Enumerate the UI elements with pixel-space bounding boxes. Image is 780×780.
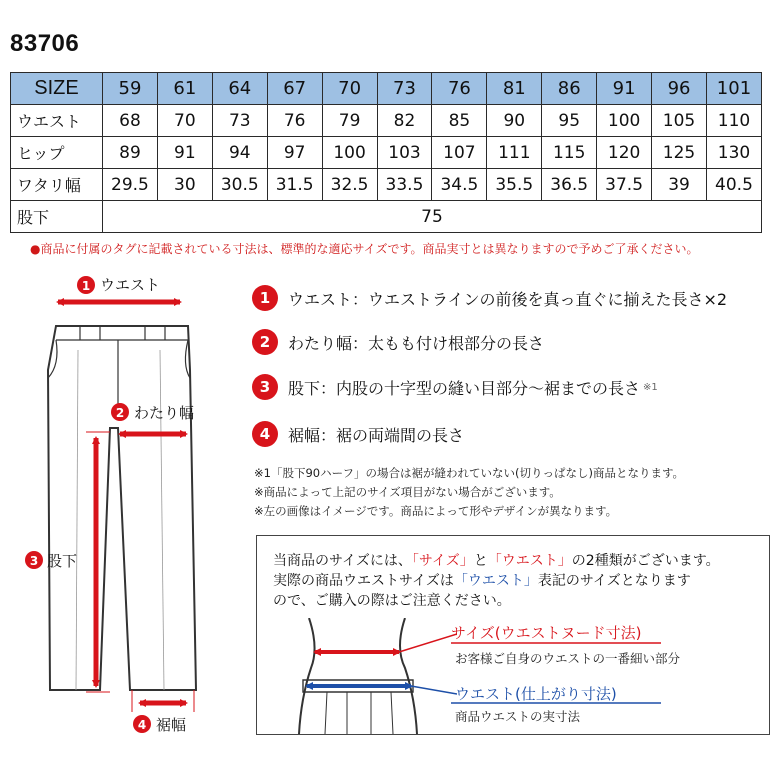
table-header-cell: 76 bbox=[432, 73, 487, 105]
number-badge: 3 bbox=[252, 374, 278, 400]
table-cell: 79 bbox=[322, 105, 377, 137]
definition-item bbox=[252, 420, 464, 448]
table-cell: 91 bbox=[157, 137, 212, 169]
table-cell: 125 bbox=[652, 137, 707, 169]
model-number: 83706 bbox=[10, 30, 80, 57]
table-cell: 95 bbox=[542, 105, 597, 137]
table-cell: 82 bbox=[377, 105, 432, 137]
definition-text: ウエスト：ウエストラインの前後を真っ直ぐに揃えた長さ×2 bbox=[288, 289, 728, 309]
table-cell: 29.5 bbox=[103, 169, 158, 201]
table-cell: 100 bbox=[597, 105, 652, 137]
nude-waist-underline bbox=[451, 642, 661, 645]
waist-badge-num: 1 bbox=[81, 279, 91, 293]
footnote: ※左の画像はイメージです。商品によって形やデザインが異なります。 bbox=[254, 504, 618, 518]
table-header-cell: 91 bbox=[597, 73, 652, 105]
row-label: ウエスト bbox=[11, 105, 103, 137]
table-header-label: SIZE bbox=[11, 73, 103, 105]
number-badge: 1 bbox=[252, 285, 278, 311]
footnote: ※商品によって上記のサイズ項目がない場合がございます。 bbox=[254, 485, 561, 499]
table-cell: 111 bbox=[487, 137, 542, 169]
pants-outline bbox=[48, 326, 196, 690]
finished-waist-label: ウエスト(仕上がり寸法) bbox=[455, 685, 617, 703]
finished-waist-description: 商品ウエストの実寸法 bbox=[455, 709, 581, 724]
table-cell: 70 bbox=[157, 105, 212, 137]
table-header-cell: 101 bbox=[706, 73, 761, 105]
table-cell: 110 bbox=[706, 105, 761, 137]
table-header-cell: 96 bbox=[652, 73, 707, 105]
table-header-row bbox=[11, 73, 762, 105]
size-disclaimer: ●商品に付属のタグに記載されている寸法は、標準的な適応サイズです。商品実寸とは異なりますので予めご了承ください。 bbox=[30, 242, 699, 256]
table-cell: 97 bbox=[267, 137, 322, 169]
table-cell: 33.5 bbox=[377, 169, 432, 201]
table-cell: 120 bbox=[597, 137, 652, 169]
table-header-cell: 70 bbox=[322, 73, 377, 105]
finished-waist-underline bbox=[451, 702, 661, 705]
table-cell: 103 bbox=[377, 137, 432, 169]
table-cell: 39 bbox=[652, 169, 707, 201]
number-badge: 2 bbox=[252, 329, 278, 355]
table-row bbox=[11, 201, 762, 233]
table-cell: 34.5 bbox=[432, 169, 487, 201]
pants-diagram bbox=[0, 260, 250, 780]
table-cell: 85 bbox=[432, 105, 487, 137]
waist-diagram-label: ウエスト bbox=[100, 276, 161, 294]
table-cell: 30.5 bbox=[212, 169, 267, 201]
table-cell: 89 bbox=[103, 137, 158, 169]
table-cell: 40.5 bbox=[706, 169, 761, 201]
table-header-cell: 59 bbox=[103, 73, 158, 105]
thigh-badge-num: 2 bbox=[115, 406, 125, 420]
table-row bbox=[11, 137, 762, 169]
table-cell: 105 bbox=[652, 105, 707, 137]
size-table bbox=[10, 72, 762, 233]
table-cell: 76 bbox=[267, 105, 322, 137]
table-header-cell: 64 bbox=[212, 73, 267, 105]
definition-item bbox=[252, 373, 658, 401]
footnotes bbox=[254, 464, 774, 521]
thigh-diagram-label: わたり幅 bbox=[134, 404, 195, 422]
table-cell: 68 bbox=[103, 105, 158, 137]
table-cell: 90 bbox=[487, 105, 542, 137]
table-header-cell: 73 bbox=[377, 73, 432, 105]
definition-text: 股下：内股の十字型の縫い目部分～裾までの長さ bbox=[288, 378, 641, 398]
table-cell: 35.5 bbox=[487, 169, 542, 201]
table-cell: 37.5 bbox=[597, 169, 652, 201]
footnote-marker: ※1 bbox=[643, 381, 658, 393]
table-cell: 100 bbox=[322, 137, 377, 169]
table-cell: 73 bbox=[212, 105, 267, 137]
inseam-diagram-label: 股下 bbox=[47, 552, 78, 570]
number-badge: 4 bbox=[252, 421, 278, 447]
definition-item bbox=[252, 328, 544, 356]
table-cell: 94 bbox=[212, 137, 267, 169]
nude-waist-label: サイズ(ウエストヌード寸法) bbox=[451, 624, 642, 642]
info-line-2: 実際の商品ウエストサイズは「ウエスト」表記のサイズとなります bbox=[273, 573, 691, 589]
hem-badge-num: 4 bbox=[137, 718, 147, 732]
table-cell: 36.5 bbox=[542, 169, 597, 201]
info-line-3: ので、ご購入の際はご注意ください。 bbox=[273, 593, 511, 609]
table-row bbox=[11, 169, 762, 201]
table-header-cell: 86 bbox=[542, 73, 597, 105]
table-cell: 32.5 bbox=[322, 169, 377, 201]
table-cell: 31.5 bbox=[267, 169, 322, 201]
footnote: ※1「股下90ハーフ」の場合は裾が縫われていない(切りっぱなし)商品となります。 bbox=[254, 466, 685, 480]
table-row bbox=[11, 105, 762, 137]
table-header-cell: 61 bbox=[157, 73, 212, 105]
table-header-cell: 67 bbox=[267, 73, 322, 105]
definition-item bbox=[252, 284, 727, 312]
info-line-1: 当商品のサイズには、「サイズ」と「ウエスト」の2種類がございます。 bbox=[273, 553, 720, 569]
hem-diagram-label: 裾幅 bbox=[156, 716, 187, 734]
table-cell: 115 bbox=[542, 137, 597, 169]
inseam-badge-num: 3 bbox=[29, 554, 39, 568]
waist-illustration bbox=[287, 618, 457, 734]
definition-text: 裾幅：裾の両端間の長さ bbox=[288, 425, 465, 445]
nude-waist-description: お客様ご自身のウエストの一番細い部分 bbox=[455, 651, 681, 666]
table-cell: 30 bbox=[157, 169, 212, 201]
row-label: ワタリ幅 bbox=[11, 169, 103, 201]
inseam-value: 75 bbox=[103, 201, 762, 233]
row-label: 股下 bbox=[11, 201, 103, 233]
table-cell: 107 bbox=[432, 137, 487, 169]
definition-text: わたり幅：太もも付け根部分の長さ bbox=[288, 333, 545, 353]
table-header-cell: 81 bbox=[487, 73, 542, 105]
row-label: ヒップ bbox=[11, 137, 103, 169]
table-cell: 130 bbox=[706, 137, 761, 169]
size-info-box bbox=[256, 535, 770, 735]
